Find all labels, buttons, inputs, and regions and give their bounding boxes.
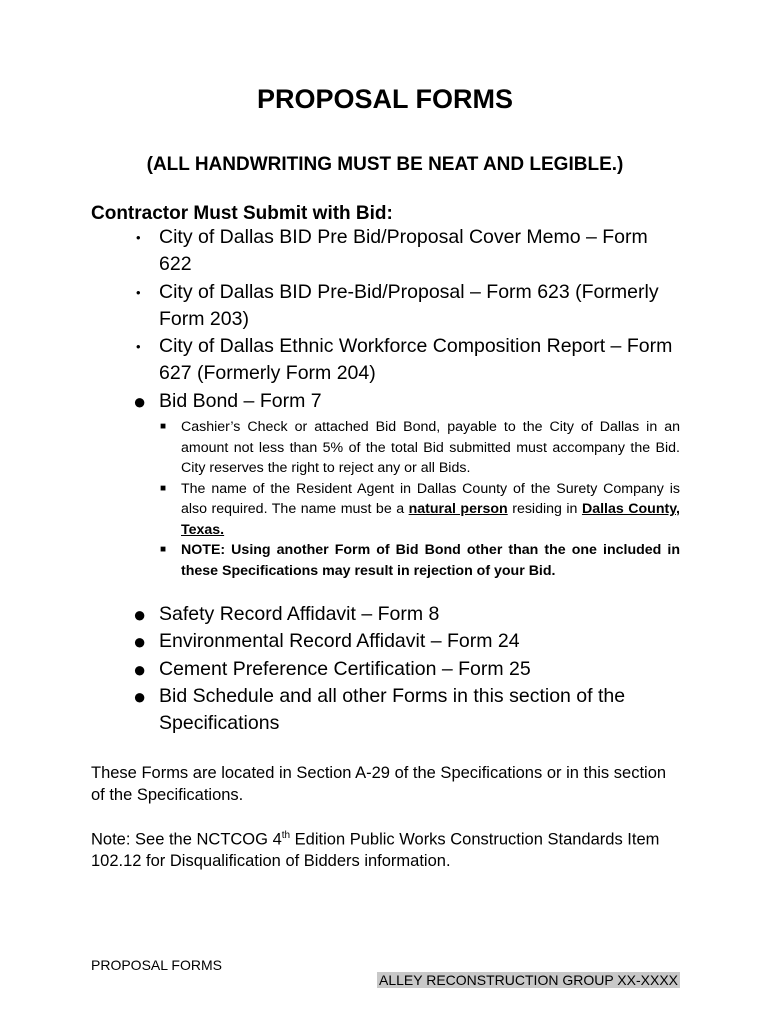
list-item-text: Bid Schedule and all other Forms in this section of the Specifications <box>159 684 626 735</box>
bid-bond-sublist <box>159 417 679 581</box>
footer-right: ALLEY RECONSTRUCTION GROUP XX-XXXX <box>379 972 678 988</box>
sub-list-item-text: The name of the Resident Agent in Dallas County of the Surety Company is also required. The name must be a <box>181 480 680 518</box>
square-bullet-icon: ■ <box>160 482 167 494</box>
bullet-icon: ● <box>133 629 147 655</box>
page-title: PROPOSAL FORMS <box>256 84 514 114</box>
footer-left: PROPOSAL FORMS <box>91 957 222 973</box>
note-paragraph <box>91 825 681 873</box>
list-item-text: City of Dallas BID Pre-Bid/Proposal – Form 623 (Formerly Form 203) <box>159 280 659 330</box>
list-item <box>0 628 659 655</box>
list-item-text: City of Dallas Ethnic Workforce Composition Report – Form 627 (Formerly Form 204) <box>159 335 673 385</box>
list-item-text: Safety Record Affidavit – Form 8 <box>159 603 440 625</box>
page-subtitle: (ALL HANDWRITING MUST BE NEAT AND LEGIBLE.) <box>146 154 624 175</box>
list-item-text: Environmental Record Affidavit – Form 24 <box>159 630 520 653</box>
superscript: th <box>281 830 291 841</box>
sub-list-item <box>159 540 680 581</box>
sub-list-item-text: residing in <box>507 501 582 518</box>
note-text: Edition Public Works Construction Standards Item 102.12 for Disqualification of Bidders information. <box>91 830 660 870</box>
additional-forms-list <box>0 601 770 737</box>
bullet-icon: ● <box>133 683 147 709</box>
list-item <box>0 333 679 388</box>
sub-list-item <box>159 417 680 479</box>
bullet-icon: ● <box>133 602 147 627</box>
bullet-icon: ● <box>133 656 147 682</box>
note-text: Note: See the NCTCOG 4 <box>91 830 282 849</box>
bullet-icon: • <box>136 339 141 355</box>
section-heading: Contractor Must Submit with Bid: <box>91 203 393 224</box>
dallas-county-text: Dallas County, Texas. <box>181 501 680 538</box>
list-item <box>0 388 679 581</box>
natural-person-text: natural person <box>408 501 508 518</box>
list-item-text: Cement Preference Certification – Form 25 <box>159 657 531 680</box>
square-bullet-icon: ■ <box>160 421 167 433</box>
list-item <box>0 601 659 628</box>
list-item <box>0 224 679 279</box>
note-text: NOTE: Using another Form of Bid Bond other than the one included in these Specifications may result in rejection of your Bid. <box>181 542 680 579</box>
list-item-text: Bid Bond – Form 7 <box>159 389 322 412</box>
square-bullet-icon: ■ <box>160 544 167 556</box>
list-item <box>0 279 679 334</box>
list-item <box>0 656 659 683</box>
bullet-icon: • <box>136 284 141 300</box>
forms-location-paragraph: These Forms are located in Section A-29 of the Specifications or in this section of the Specifications. <box>91 764 667 804</box>
sub-list-item <box>159 479 680 541</box>
bullet-icon: • <box>136 230 141 245</box>
sub-list-item-text: Cashier’s Check or attached Bid Bond, payable to the City of Dallas in an amount not less than 5% of the total Bid submitted must accompany the Bid. City reserves the right to reject any or all Bids. <box>181 419 680 477</box>
list-item <box>0 683 659 738</box>
bullet-icon: ● <box>133 388 147 414</box>
list-item-text: City of Dallas BID Pre Bid/Proposal Cover Memo – Form 622 <box>159 226 648 276</box>
required-forms-list <box>0 224 770 581</box>
